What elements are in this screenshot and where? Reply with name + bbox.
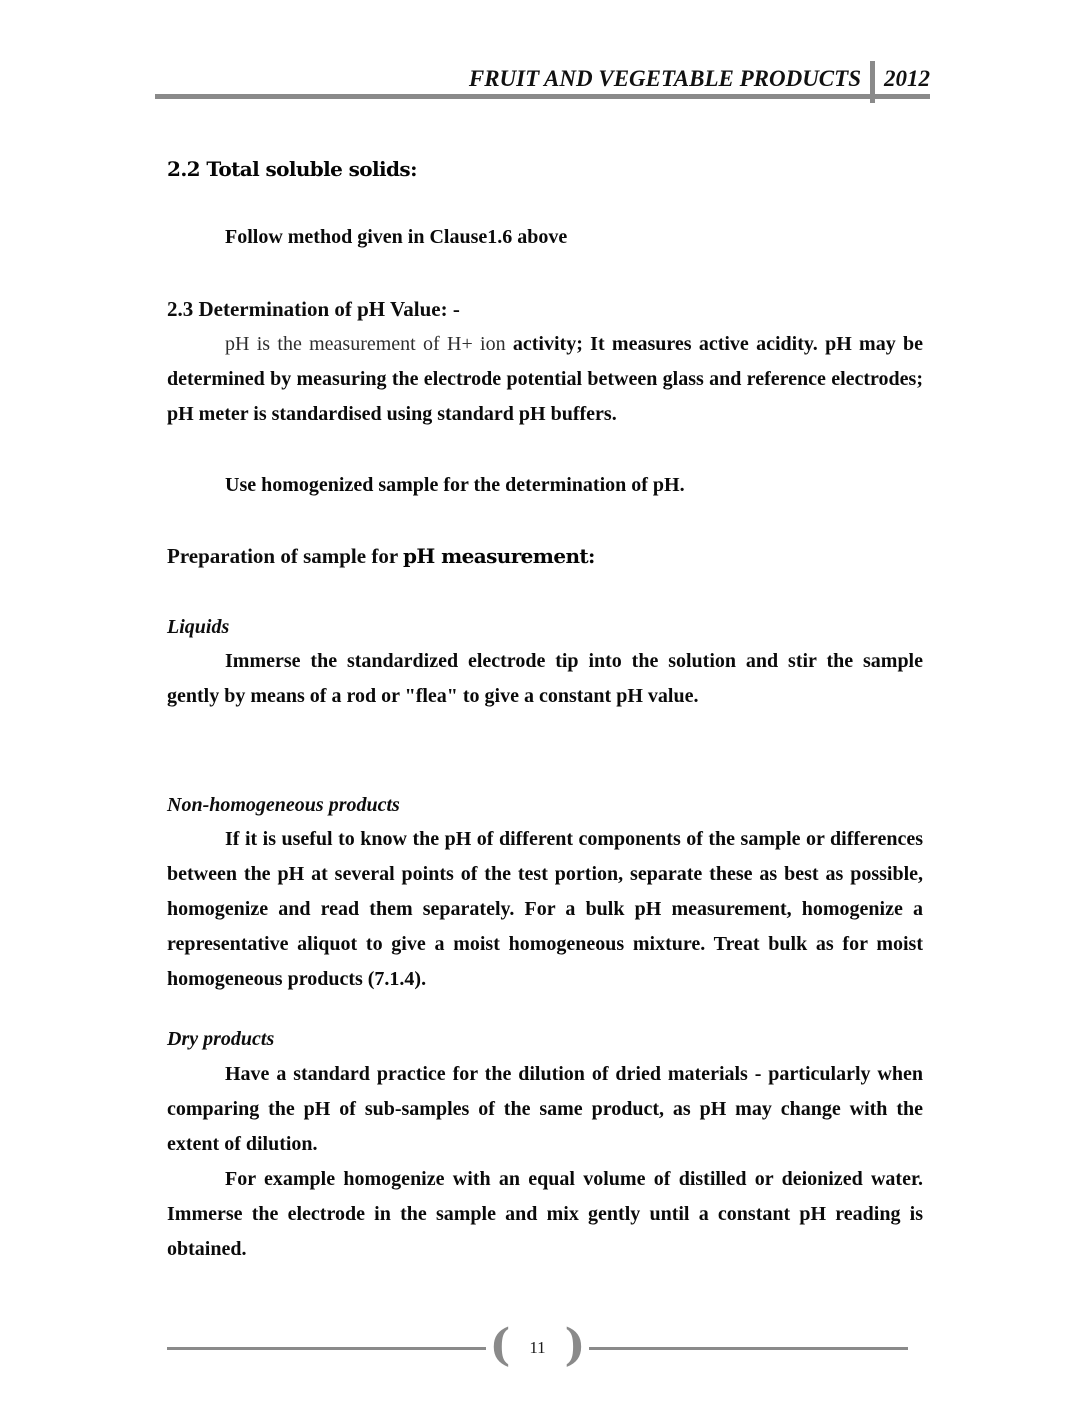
section-2-2-body: Follow method given in Clause1.6 above <box>225 226 568 248</box>
liquids-subheading: Liquids <box>167 616 230 638</box>
preparation-heading <box>167 544 923 569</box>
section-2-3-paragraph-2: Use homogenized sample for the determination of pH. <box>225 474 685 496</box>
preparation-heading-part2: pH measurement: <box>403 544 595 568</box>
header-rule <box>155 94 930 99</box>
header-year: 2012 <box>884 66 930 91</box>
non-homogeneous-subheading: Non-homogeneous products <box>167 794 400 816</box>
dry-products-subheading: Dry products <box>167 1028 275 1050</box>
non-homogeneous-paragraph: If it is useful to know the pH of different components of the sample or differences between the pH at several points of the test portion, separate these as best as possible, homogenize and read them separately. For a bulk pH measurement, homogenize a representative aliquot to give a moist homogeneous mixture. Treat bulk as for moist homogeneous products (7.1.4). <box>167 828 923 990</box>
dry-products-paragraph-1: Have a standard practice for the dilution of dried materials - particularly when comparing the pH of sub-samples of the same product, as pH may change with the extent of dilution. <box>167 1063 923 1155</box>
page-footer <box>167 1320 908 1376</box>
section-2-3-heading: 2.3 Determination of pH Value: - <box>167 297 460 321</box>
page-number-bracket-left-icon: ( <box>489 1320 511 1371</box>
page-number: 11 <box>529 1338 546 1357</box>
preparation-heading-part1: Preparation of sample for <box>167 544 404 568</box>
footer-rule-left <box>167 1347 486 1350</box>
header-title: FRUIT AND VEGETABLE PRODUCTS <box>468 66 861 91</box>
ph-definition-bold-text: activity; It measures active acidity. pH may be determined by measuring the electrode potential between glass and reference electrodes; pH meter is standardised using standard pH buffers. <box>167 333 924 425</box>
footer-rule-right <box>589 1347 908 1350</box>
section-2-3-paragraph-1 <box>167 327 923 432</box>
page-number-bracket-right-icon: ) <box>564 1320 586 1371</box>
page-number-group <box>486 1320 590 1371</box>
liquids-paragraph: Immerse the standardized electrode tip into the solution and stir the sample gently by means of a rod or "flea" to give a constant pH value. <box>167 650 923 707</box>
dry-products-paragraph-2: For example homogenize with an equal volume of distilled or deionized water. Immerse the electrode in the sample and mix gently until a constant pH reading is obtained. <box>167 1168 923 1260</box>
section-2-2-heading: 2.2 Total soluble solids: <box>167 157 417 181</box>
ph-definition-light-text: pH is the measurement of H+ ion <box>225 333 513 355</box>
